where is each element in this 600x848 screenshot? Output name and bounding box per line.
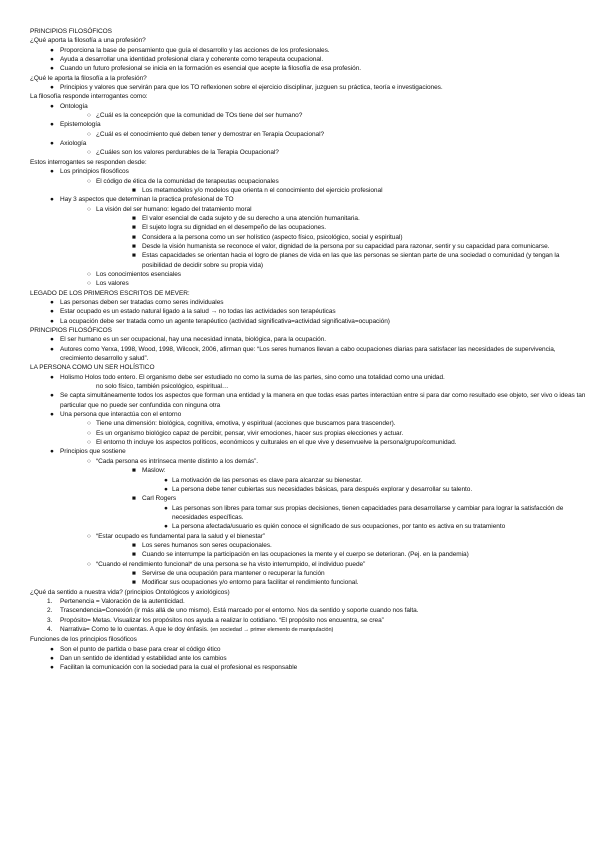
line-text: Principios y valores que servirán para que los TO reflexionen sobre el ejercicio disciplinar, juzguen su práctica, teoría e investigaciones. — [60, 84, 443, 92]
list-item — [30, 177, 586, 186]
bullet-icon: ● — [50, 655, 54, 663]
numbered-item — [30, 597, 586, 606]
line-text: Pertenencia = Valoración de la autenticidad. — [60, 597, 185, 605]
circle-icon: ○ — [87, 560, 91, 568]
list-item — [30, 186, 586, 195]
circle-icon: ○ — [87, 532, 91, 540]
line-text: no solo físico, también psicológico, espiritual… — [96, 383, 229, 391]
square-icon: ■ — [132, 579, 136, 587]
line-text: ¿Cuál es el conocimiento qué deben tener y demostrar en Terapia Ocupacional? — [96, 130, 325, 138]
section-heading — [30, 74, 586, 83]
square-icon: ■ — [132, 252, 136, 260]
bullet-icon: ● — [50, 448, 54, 456]
line-text: Estos interrogantes se responden desde: — [30, 158, 147, 166]
circle-icon: ○ — [87, 112, 91, 120]
list-item — [30, 663, 586, 672]
line-text: Son el punto de partida o base para crear el código ético — [60, 645, 221, 653]
square-icon: ■ — [132, 467, 136, 475]
bullet-icon: ● — [164, 504, 168, 512]
line-note: (en sociedad → primer elemento de manipulación) — [210, 627, 334, 633]
line-text: Estar ocupado es un estado natural ligado a la salud → no todas las actividades son terapéuticas — [60, 308, 336, 316]
line-text: Los seres humanos son seres ocupacionales. — [142, 541, 272, 549]
circle-icon: ○ — [87, 439, 91, 447]
list-item — [30, 279, 586, 288]
line-text: ¿Cuál es la concepción que la comunidad de TOs tiene del ser humano? — [96, 112, 303, 120]
bullet-icon: ● — [50, 84, 54, 92]
list-item — [30, 645, 586, 654]
list-item — [30, 167, 586, 176]
square-icon: ■ — [132, 495, 136, 503]
item-number: 4. — [47, 626, 53, 633]
bullet-icon: ● — [50, 664, 54, 672]
circle-icon: ○ — [87, 149, 91, 157]
section-heading — [30, 92, 586, 101]
bullet-icon: ● — [50, 196, 54, 204]
list-item — [30, 550, 586, 559]
line-text: Considera a la persona como un ser holístico (aspecto físico, psicológico, social y espiritual) — [142, 233, 403, 241]
line-text: La visión del ser humano: legado del tratamiento moral — [96, 205, 252, 213]
list-item — [30, 214, 586, 223]
list-item — [30, 317, 586, 326]
list-item — [30, 373, 586, 382]
circle-icon: ○ — [87, 130, 91, 138]
circle-icon: ○ — [87, 429, 91, 437]
section-heading — [30, 289, 586, 298]
numbered-item — [30, 616, 586, 625]
line-text: Hay 3 aspectos que determinan la practica profesional de TO — [60, 196, 234, 204]
list-item — [30, 195, 586, 204]
bullet-icon: ● — [50, 140, 54, 148]
line-text: PRINCIPIOS FILOSÓFICOS — [30, 28, 112, 35]
bullet-icon: ● — [50, 46, 54, 54]
bullet-icon: ● — [50, 317, 54, 325]
circle-icon: ○ — [87, 270, 91, 278]
bullet-icon: ● — [50, 298, 54, 306]
section-heading — [30, 158, 586, 167]
line-text: Narrativa= Como te lo cuentas. A que le doy énfasis. — [60, 626, 209, 633]
line-text: Los conocimientos esenciales — [96, 270, 181, 278]
list-item — [30, 223, 586, 232]
line-text: ¿Qué da sentido a nuestra vida? (principios Ontológicos y axiológicos) — [30, 588, 230, 596]
line-text: Holismo Holos todo entero. El organismo debe ser estudiado no como la suma de las partes, sino como una totalidad como una unidad. — [60, 373, 445, 381]
bullet-icon: ● — [50, 65, 54, 73]
list-item — [30, 233, 586, 242]
list-item — [30, 120, 586, 129]
list-item — [30, 569, 586, 578]
list-item — [30, 391, 586, 410]
list-item — [30, 242, 586, 251]
line-text: Tiene una dimensión: biológica, cognitiva, emotiva, y espiritual (acciones que buscamos para trascender). — [96, 420, 396, 428]
list-item — [30, 382, 586, 391]
item-number: 2. — [47, 607, 53, 615]
list-item — [30, 345, 586, 364]
circle-icon: ○ — [87, 177, 91, 185]
list-item — [30, 541, 586, 550]
bullet-icon: ● — [50, 121, 54, 129]
square-icon: ■ — [132, 541, 136, 549]
bullet-icon: ● — [50, 373, 54, 381]
document-page — [30, 27, 586, 673]
list-item — [30, 55, 586, 64]
list-item — [30, 335, 586, 344]
list-item — [30, 429, 586, 438]
bullet-icon: ● — [164, 476, 168, 484]
line-text: Una persona que interactúa con el entorno — [60, 411, 182, 419]
list-item — [30, 494, 586, 503]
line-text: Modificar sus ocupaciones y/o entorno para facilitar el rendimiento funcional. — [142, 579, 359, 587]
bullet-icon: ● — [50, 308, 54, 316]
list-item — [30, 251, 586, 270]
list-item — [30, 148, 586, 157]
list-item — [30, 130, 586, 139]
list-item — [30, 466, 586, 475]
numbered-item — [30, 625, 586, 635]
line-text: “Cada persona es intrínseca mente distinto a los demás”. — [96, 457, 258, 465]
list-item — [30, 410, 586, 419]
line-text: Cuando se interrumpe la participación en las ocupaciones la mente y el cuerpo se deterioran. (Pej. en la pandemia) — [142, 551, 469, 559]
list-item — [30, 46, 586, 55]
list-item — [30, 457, 586, 466]
list-item — [30, 83, 586, 92]
square-icon: ■ — [132, 186, 136, 194]
bullet-icon: ● — [50, 336, 54, 344]
line-text: El código de ética de la comunidad de terapeutas ocupacionales — [96, 177, 279, 185]
circle-icon: ○ — [87, 420, 91, 428]
line-text: Se capta simultáneamente todos los aspectos que forman una entidad y la manera en que todas esas partes interactúan entre si para dar como resultado ese objeto, ser vivo o ideas tan particular que no puede ser confundida con ninguna otra — [60, 392, 586, 409]
list-item — [30, 307, 586, 316]
section-heading — [30, 363, 586, 372]
line-text: Ontología — [60, 102, 88, 110]
line-text: ¿Qué aporta la filosofía a una profesión? — [30, 37, 146, 45]
circle-icon: ○ — [87, 205, 91, 213]
line-text: Carl Rogers — [142, 495, 177, 503]
line-text: Dan un sentido de identidad y estabilidad ante los cambios — [60, 655, 227, 663]
line-text: ¿Qué le aporta la filosofía a la profesión? — [30, 74, 147, 82]
list-item — [30, 476, 586, 485]
list-item — [30, 298, 586, 307]
circle-icon: ○ — [87, 457, 91, 465]
list-item — [30, 111, 586, 120]
line-text: La persona afectada/usuario es quién conoce el significado de sus ocupaciones, por tanto es activa en su tratamiento — [172, 523, 506, 531]
item-number: 3. — [47, 616, 53, 624]
line-text: Desde la visión humanista se reconoce el valor, dignidad de la persona por su capacidad para razonar, sentir y su capacidad para comunicarse. — [142, 242, 550, 250]
line-text: Principios que sostiene — [60, 448, 126, 456]
line-text: ¿Cuáles son los valores perdurables de la Terapia Ocupacional? — [96, 149, 279, 157]
line-text: LEGADO DE LOS PRIMEROS ESCRITOS DE MEVER: — [30, 289, 190, 297]
list-item — [30, 447, 586, 456]
bullet-icon: ● — [50, 345, 54, 353]
section-heading — [30, 635, 586, 644]
line-text: La motivación de las personas es clave para alcanzar su bienestar. — [172, 476, 363, 484]
line-text: “Estar ocupado es fundamental para la salud y el bienestar” — [96, 532, 266, 540]
line-text: Las personas son libres para tomar sus propias decisiones, tienen capacidades para desarrollarse y cambiar para lograr la satisfacción de necesidades específicas. — [172, 504, 564, 521]
item-number: 1. — [47, 597, 53, 605]
line-text: El valor esencial de cada sujeto y de su derecho a una atención humanitaria. — [142, 214, 360, 222]
line-text: El ser humano es un ser ocupacional, hay una necesidad innata, biológica, para la ocupación. — [60, 336, 327, 344]
bullet-icon: ● — [50, 411, 54, 419]
line-text: PRINCIPIOS FILOSÓFICOS — [30, 327, 112, 334]
line-text: “Cuando el rendimiento funcional* de una persona se ha visto interrumpido, el individuo puede” — [96, 560, 366, 568]
bullet-icon: ● — [164, 523, 168, 531]
list-item — [30, 139, 586, 148]
list-item — [30, 419, 586, 428]
line-text: La filosofía responde interrogantes como: — [30, 93, 148, 101]
line-text: Los metamodelos y/o modelos que orienta n el conocimiento del ejercicio profesional — [142, 186, 383, 194]
bullet-icon: ● — [50, 102, 54, 110]
list-item — [30, 532, 586, 541]
line-text: Maslow: — [142, 467, 166, 475]
list-item — [30, 504, 586, 523]
section-heading — [30, 588, 586, 597]
square-icon: ■ — [132, 214, 136, 222]
line-text: El entorno th incluye los aspectos políticos, económicos y culturales en el que vive y desenvuelve la persona/grupo/comunidad. — [96, 439, 457, 447]
line-text: La ocupación debe ser tratada como un agente terapéutico (actividad significativa=actividad significativa=ocupación) — [60, 317, 390, 325]
line-text: Trascendencia=Conexión (ir más allá de uno mismo). Está marcado por el entorno. Nos da sentido y soporte cuando nos falta. — [60, 607, 419, 615]
line-text: La persona debe tener cubiertas sus necesidades básicas, para después explorar y desarrollar su talento. — [172, 485, 473, 493]
square-icon: ■ — [132, 569, 136, 577]
list-item — [30, 102, 586, 111]
line-text: El sujeto logra su dignidad en el desempeño de las ocupaciones. — [142, 224, 327, 232]
section-heading — [30, 326, 586, 335]
square-icon: ■ — [132, 233, 136, 241]
bullet-icon: ● — [50, 56, 54, 64]
line-text: Los principios filosóficos — [60, 168, 129, 176]
square-icon: ■ — [132, 551, 136, 559]
line-text: Proporciona la base de pensamiento que guía el desarrollo y las acciones de los profesionales. — [60, 46, 330, 54]
section-heading — [30, 27, 586, 36]
line-text: Los valores — [96, 280, 129, 288]
line-text: Servirse de una ocupación para mantener o recuperar la función — [142, 569, 325, 577]
list-item — [30, 654, 586, 663]
line-text: Es un organismo biológico capaz de percibir, pensar, vivir emociones, hacer sus propias elecciones y actuar. — [96, 429, 404, 437]
list-item — [30, 485, 586, 494]
square-icon: ■ — [132, 242, 136, 250]
bullet-icon: ● — [50, 168, 54, 176]
line-text: Las personas deben ser tratadas como seres individuales — [60, 298, 224, 306]
line-text: Autores como Yerxa, 1998, Wood, 1998, Wilcock, 2006, afirman que: “Los seres humanos llevan a cabo ocupaciones diarias para satisfacer las necesidades de supervivencia, crecimiento desarrollo y salud”. — [60, 345, 556, 363]
bullet-icon: ● — [50, 392, 54, 400]
list-item — [30, 578, 586, 587]
section-heading — [30, 36, 586, 45]
list-item — [30, 560, 586, 569]
line-text: Propósito= Metas. Visualizar los propósitos nos ayuda a realizar lo cotidiano. “El propósito nos encuentra, se crea” — [60, 616, 384, 624]
line-text: Facilitan la comunicación con la sociedad para la cual el profesional es responsable — [60, 664, 298, 672]
line-text: Estas capacidades se orientan hacia el logro de planes de vida en las que las personas se sientan parte de una sociedad o comunidad (y tengan la posibilidad de decidir sobre su propia vida) — [142, 252, 560, 269]
circle-icon: ○ — [87, 280, 91, 288]
list-item — [30, 205, 586, 214]
line-text: Cuando un futuro profesional se inicia en la formación es esencial que acepte la filosofía de esa profesión. — [60, 65, 362, 73]
numbered-item — [30, 606, 586, 615]
line-text: Epistemología — [60, 121, 101, 129]
bullet-icon: ● — [50, 645, 54, 653]
list-item — [30, 522, 586, 531]
line-text: LA PERSONA COMO UN SER HOLÍSTICO — [30, 364, 155, 372]
line-text: Funciones de los principios filosóficos — [30, 636, 137, 644]
line-text: Axiología — [60, 140, 87, 148]
square-icon: ■ — [132, 224, 136, 232]
list-item — [30, 64, 586, 73]
list-item — [30, 438, 586, 447]
bullet-icon: ● — [164, 485, 168, 493]
list-item — [30, 270, 586, 279]
line-text: Ayuda a desarrollar una identidad profesional clara y coherente como terapeuta ocupacional. — [60, 56, 324, 64]
